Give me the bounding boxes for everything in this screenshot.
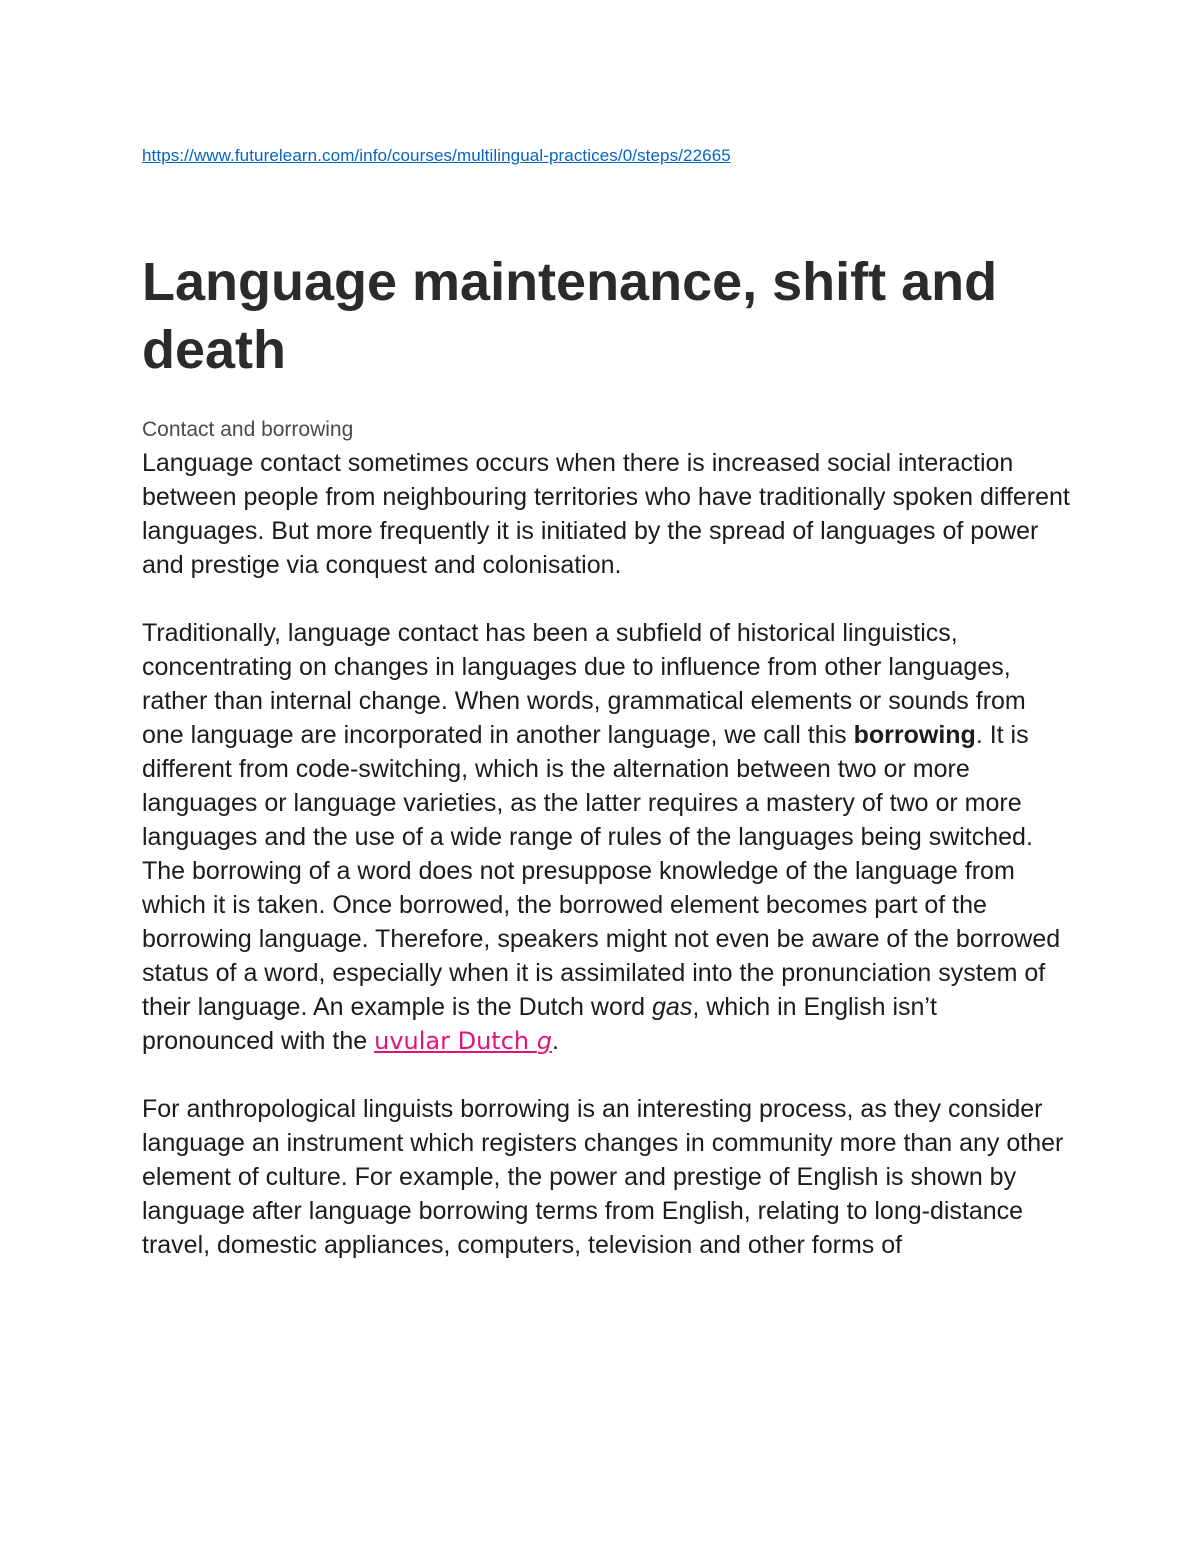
page-title: Language maintenance, shift and death <box>142 252 998 380</box>
paragraph-2-text-c: , which in English isn’t pronounced with the <box>142 993 937 1055</box>
paragraph-3: For anthropological linguists borrowing is an interesting process, as they consider language an instrument which registers changes in community more than any other element of culture. For example, the power and prestige of English is shown by language after language borrowing terms from English, relating to long-distance travel, domestic appliances, computers, television and other forms of <box>142 1095 1064 1259</box>
uvular-link-letter: g <box>536 1027 552 1055</box>
section-subtitle: Contact and borrowing <box>142 418 354 441</box>
paragraph-2-end: . <box>551 1027 559 1055</box>
paragraph-1: Language contact sometimes occurs when there is increased social interaction between people from neighbouring territories who have traditionally spoken different languages. But more frequently it is initiated by the spread of languages of power and prestige via conquest and colonisation. <box>142 449 1070 579</box>
example-word-gas: gas <box>652 993 693 1021</box>
paragraph-2 <box>142 616 1072 1058</box>
uvular-link-text: uvular Dutch <box>374 1027 537 1055</box>
article-body <box>142 446 1072 1262</box>
borrowing-term: borrowing <box>853 721 976 749</box>
paragraph-2-text-b: . It is different from code-switching, which is the alternation between two or more languages or language varieties, as the latter requires a mastery of two or more languages and the use of a wide range of rules of the languages being switched. The borrowing of a word does not presuppose knowledge of the language from which it is taken. Once borrowed, the borrowed element becomes part of the borrowing language. Therefore, speakers might not even be aware of the borrowed status of a word, especially when it is assimilated into the pronunciation system of their language. An example is the Dutch word <box>142 721 1061 1021</box>
uvular-dutch-g-link[interactable] <box>374 1027 552 1055</box>
paragraph-2-text-a: Traditionally, language contact has been a subfield of historical linguistics, concentrating on changes in languages due to influence from other languages, rather than internal change. When words, grammatical elements or sounds from one language are incorporated in another language, we call this <box>142 619 1026 749</box>
source-url-link[interactable]: https://www.futurelearn.com/info/courses/multilingual-practices/0/steps/22665 <box>142 146 731 165</box>
